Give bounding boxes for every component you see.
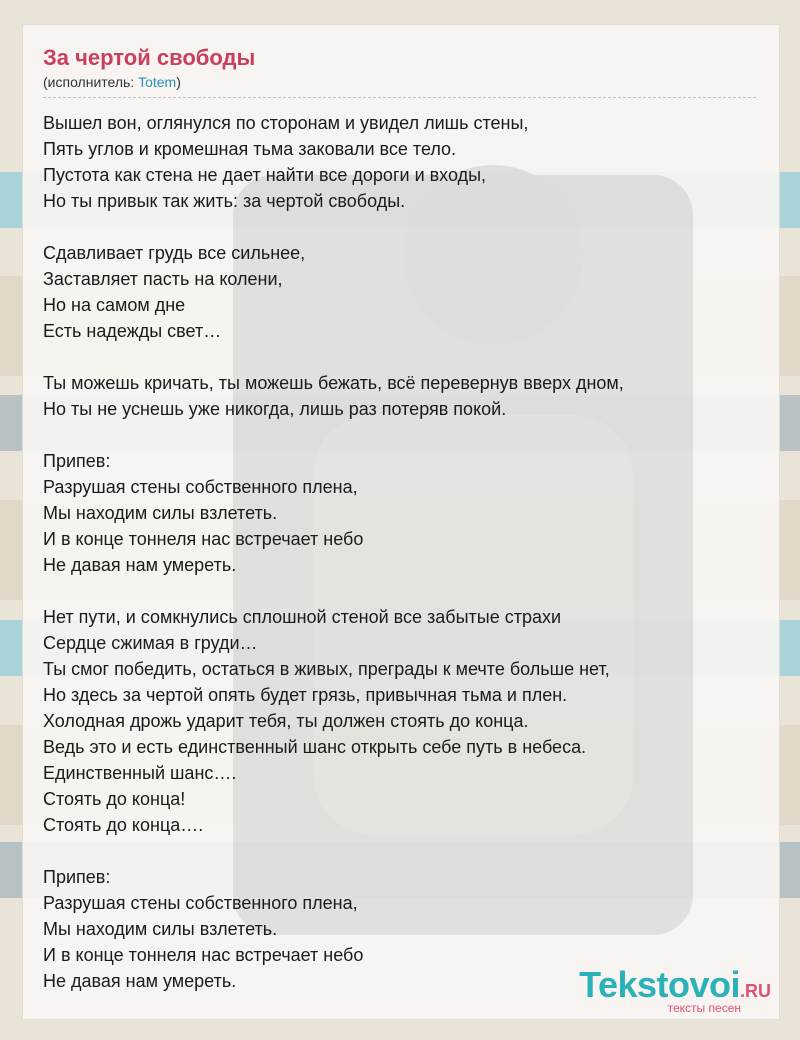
lyrics-line: Вышел вон, оглянулся по сторонам и увидел лишь стены,: [43, 113, 529, 133]
logo-main-text: Tekstovoi: [579, 964, 740, 1005]
lyrics-line: Сердце сжимая в груди…: [43, 633, 258, 653]
lyrics-line: Пять углов и кромешная тьма заковали все тело.: [43, 139, 457, 159]
lyrics-line: И в конце тоннеля нас встречает небо: [43, 945, 364, 965]
lyrics-text: [43, 110, 779, 994]
lyrics-line: Но ты привык так жить: за чертой свободы.: [43, 191, 406, 211]
lyrics-line: Но ты не уснешь уже никогда, лишь раз потеряв покой.: [43, 399, 507, 419]
lyrics-blank-line: [43, 422, 779, 448]
lyrics-line: Но здесь за чертой опять будет грязь, привычная тьма и плен.: [43, 685, 568, 705]
lyrics-line: Мы находим силы взлететь.: [43, 919, 278, 939]
artist-link[interactable]: Totem: [138, 74, 177, 90]
lyrics-line: Есть надежды свет…: [43, 321, 222, 341]
lyrics-line: Стоять до конца!: [43, 789, 186, 809]
logo-wordmark: [579, 964, 771, 1005]
lyrics-blank-line: [43, 344, 779, 370]
lyrics-blank-line: [43, 214, 779, 240]
logo-subtitle: тексты песен: [667, 1001, 741, 1015]
lyrics-line: Не давая нам умереть.: [43, 555, 237, 575]
dashed-divider: [43, 97, 756, 98]
lyrics-line: Пустота как стена не дает найти все дороги и входы,: [43, 165, 487, 185]
lyrics-line: Холодная дрожь ударит тебя, ты должен стоять до конца.: [43, 711, 529, 731]
artist-line: [43, 73, 779, 91]
lyrics-line: Единственный шанс….: [43, 763, 237, 783]
logo-domain-text: .RU: [740, 981, 771, 1001]
artist-prefix: (исполнитель:: [43, 74, 139, 90]
lyrics-line: Ведь это и есть единственный шанс открыть себе путь в небеса.: [43, 737, 587, 757]
lyrics-blank-line: [43, 838, 779, 864]
lyrics-line: Не давая нам умереть.: [43, 971, 237, 991]
lyrics-line: Разрушая стены собственного плена,: [43, 477, 358, 497]
lyrics-content: [23, 25, 779, 994]
lyrics-line: Припев:: [43, 451, 111, 471]
lyrics-card: [22, 24, 780, 1020]
artist-suffix: ): [176, 74, 181, 90]
lyrics-line: Заставляет пасть на колени,: [43, 269, 283, 289]
lyrics-line: Нет пути, и сомкнулись сплошной стеной все забытые страхи: [43, 607, 562, 627]
lyrics-line: Припев:: [43, 867, 111, 887]
lyrics-line: И в конце тоннеля нас встречает небо: [43, 529, 364, 549]
song-title: За чертой свободы: [43, 45, 256, 70]
lyrics-line: Но на самом дне: [43, 295, 186, 315]
lyrics-line: Мы находим силы взлететь.: [43, 503, 278, 523]
lyrics-line: Сдавливает грудь все сильнее,: [43, 243, 306, 263]
lyrics-line: Ты смог победить, остаться в живых, преграды к мечте больше нет,: [43, 659, 610, 679]
lyrics-line: Ты можешь кричать, ты можешь бежать, всё перевернув вверх дном,: [43, 373, 624, 393]
lyrics-blank-line: [43, 578, 779, 604]
lyrics-line: Разрушая стены собственного плена,: [43, 893, 358, 913]
lyrics-line: Стоять до конца….: [43, 815, 204, 835]
site-logo[interactable]: [579, 964, 771, 1015]
